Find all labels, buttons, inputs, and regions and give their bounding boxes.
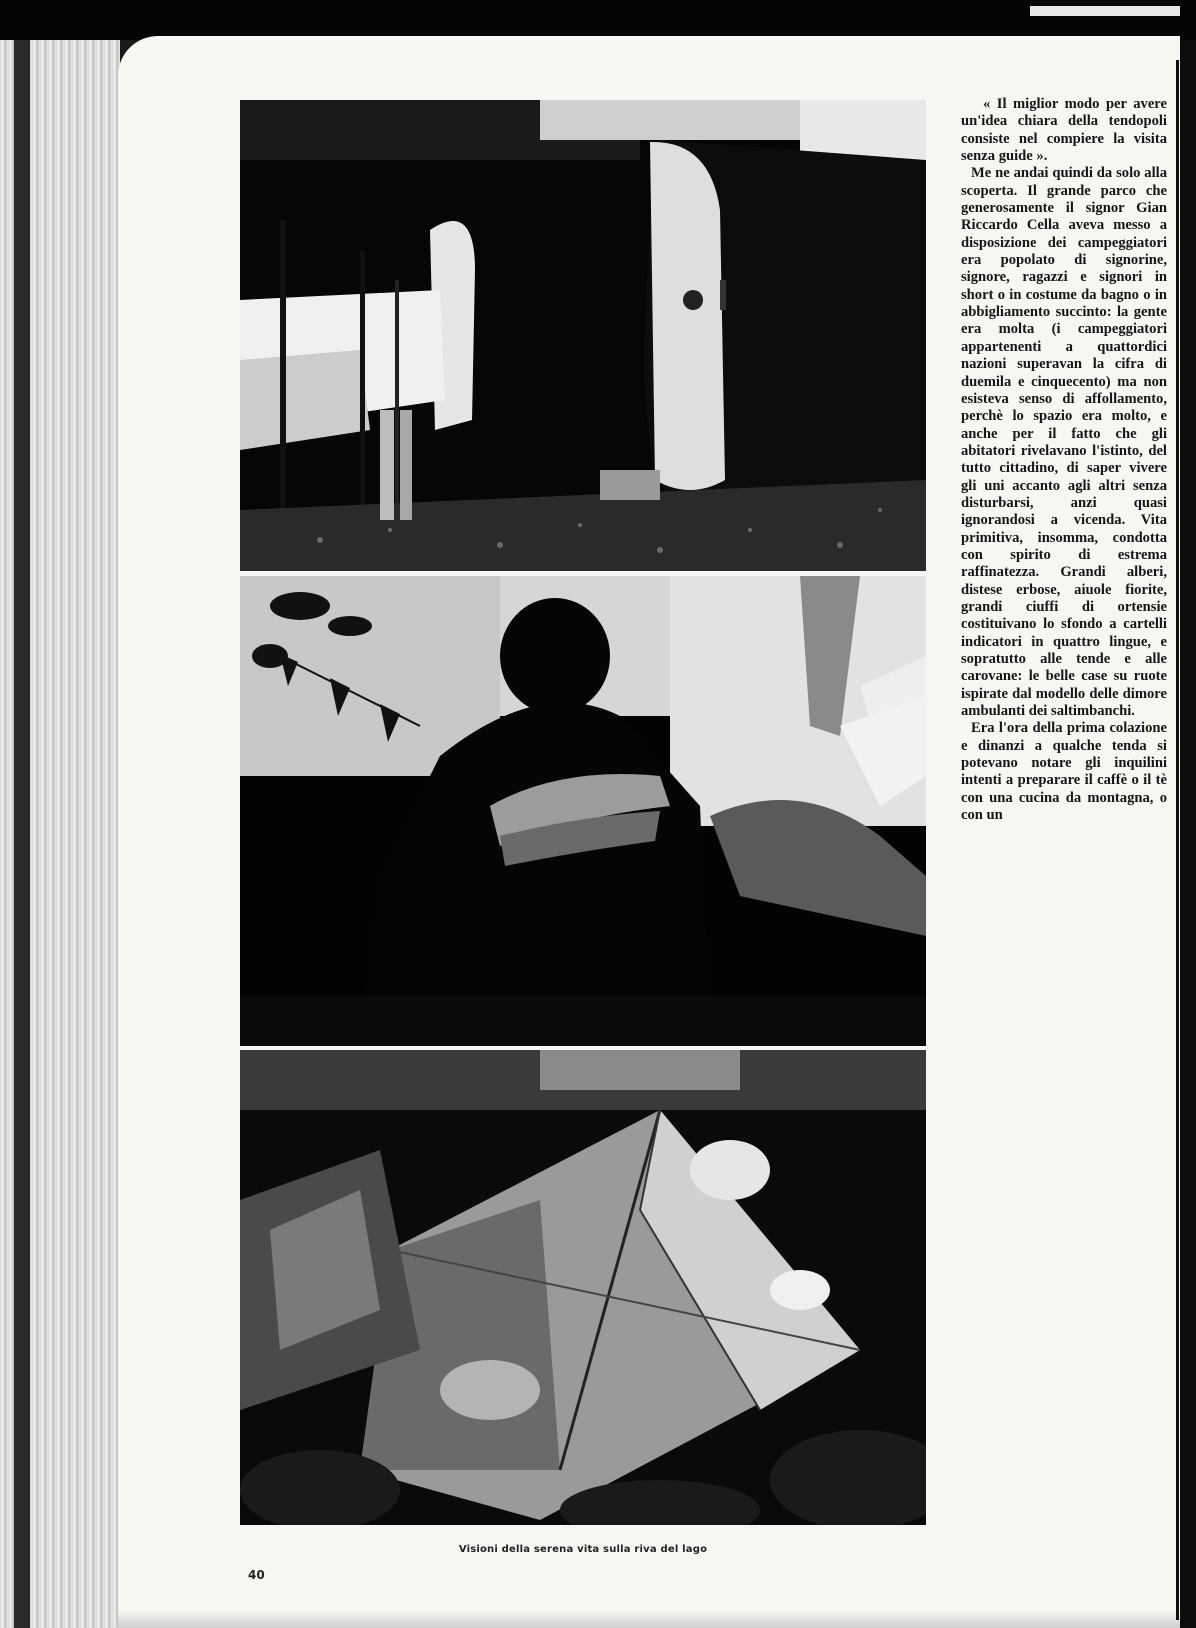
photo-caravan [240,100,926,571]
article-paragraph: « Il miglior modo per avere un'idea chiara della tendopoli consiste nel compiere la visita senza guide ». [961,96,1167,165]
page-number: 40 [248,1568,265,1582]
article-paragraph: Me ne andai quindi da solo alla scoperta. Il grande parco che generosamente il signor Gian Riccardo Cella aveva messo a disposizione dei campeggiatori era popolato di signorine, signore, ragazzi e signori in short o in costume da bagno o in abbigliamento succinto: la gente era molta (i campeggiatori appartenenti a quattordici nazioni superavan la cifra di duemila e cinquecento) ma non esisteva senso di affollamento, perchè lo spazio era molto, e anche per il fatto che gli abitatori rivelavano l'istinto, del tutto cittadino, di saper vivere gli uni accanto agli altri senza disturbarsi, anzi quasi ignorandosi a vicenda. Vita primitiva, insomma, condotta con spirito di estrema raffinatezza. Grandi alberi, distese erbose, aiuole fiorite, grandi ciuffi di ortensie costituivano lo sfondo a cartelli indicatori in quattro lingue, e sopratutto alle tende e alle carovane: le belle case su ruote ispirate dal modello delle dimore ambulanti dei saltimbanchi. [961,165,1167,720]
book-spine-shadow [14,40,30,1628]
scan-top-border [0,0,1196,40]
scan-top-strip [1030,6,1180,16]
photo-reader-silhouette [240,576,926,1046]
page-right-edge [1176,60,1179,1620]
photo-tents [240,1050,926,1525]
article-paragraph: Era l'ora della prima colazione e dinanzi a qualche tenda si potevano notare gli inquilini intenti a preparare il caffè o il tè con una cucina da montagna, o con un [961,720,1167,824]
scan-right-border [1180,40,1196,1628]
article-text-column [961,96,1167,824]
photo-caption: Visioni della serena vita sulla riva del lago [458,1544,708,1555]
page-bottom-shadow [118,1610,1180,1628]
